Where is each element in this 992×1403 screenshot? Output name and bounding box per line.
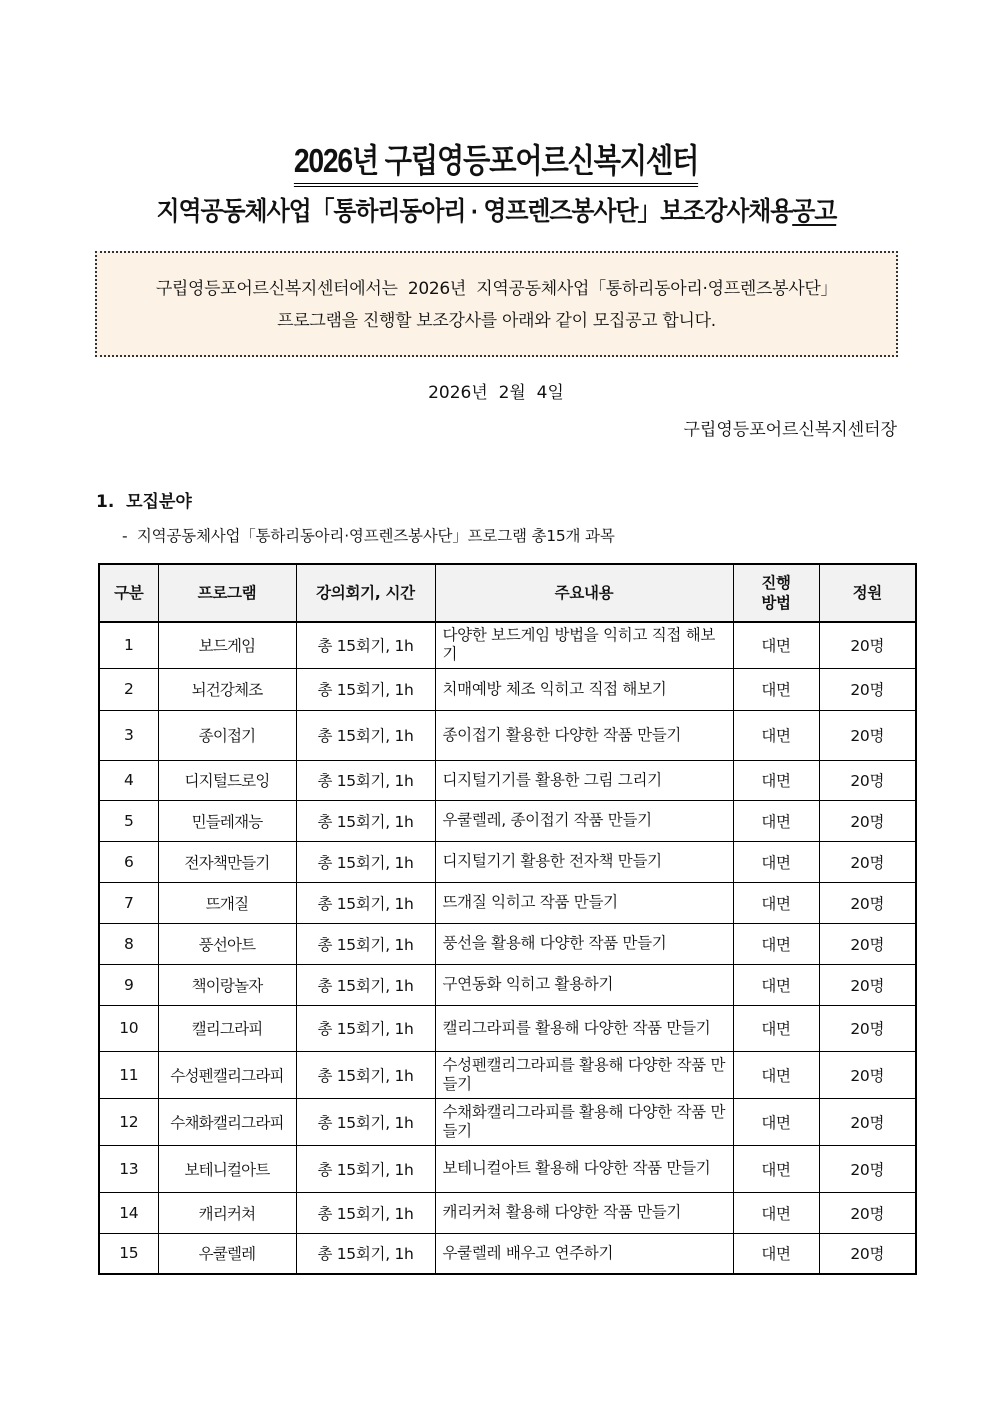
- table-row: [99, 710, 916, 760]
- cell-capacity: 20명: [819, 668, 916, 710]
- cell-program: 보테니컬아트: [158, 1145, 296, 1192]
- cell-method: 대면: [733, 882, 819, 923]
- cell-no: 6: [99, 841, 158, 882]
- cell-session: 총 15회기, 1h: [296, 882, 435, 923]
- cell-method: 대면: [733, 1005, 819, 1051]
- cell-session: 총 15회기, 1h: [296, 964, 435, 1005]
- cell-no: 2: [99, 668, 158, 710]
- cell-program: 책이랑놀자: [158, 964, 296, 1005]
- cell-content: 우쿨렐레, 종이접기 작품 만들기: [435, 800, 733, 841]
- table-row: [99, 1192, 916, 1233]
- cell-method: 대면: [733, 1051, 819, 1098]
- cell-method: 대면: [733, 1145, 819, 1192]
- cell-method: 대면: [733, 923, 819, 964]
- cell-capacity: 20명: [819, 1051, 916, 1098]
- cell-content: 캐리커쳐 활용해 다양한 작품 만들기: [435, 1192, 733, 1233]
- table-row: [99, 964, 916, 1005]
- notice-line-2: 프로그램을 진행할 보조강사를 아래와 같이 모집공고 합니다.: [277, 311, 716, 331]
- cell-no: 15: [99, 1233, 158, 1274]
- table-row: [99, 668, 916, 710]
- cell-session: 총 15회기, 1h: [296, 710, 435, 760]
- cell-method: 대면: [733, 1233, 819, 1274]
- cell-content: 구연동화 익히고 활용하기: [435, 964, 733, 1005]
- cell-content: 우쿨렐레 배우고 연주하기: [435, 1233, 733, 1274]
- cell-program: 민들레재능: [158, 800, 296, 841]
- cell-no: 4: [99, 760, 158, 800]
- cell-capacity: 20명: [819, 964, 916, 1005]
- header-content: 주요내용: [435, 564, 733, 622]
- cell-capacity: 20명: [819, 1098, 916, 1145]
- cell-content: 캘리그라피를 활용해 다양한 작품 만들기: [435, 1005, 733, 1051]
- cell-capacity: 20명: [819, 800, 916, 841]
- cell-session: 총 15회기, 1h: [296, 841, 435, 882]
- cell-content: 뜨개질 익히고 작품 만들기: [435, 882, 733, 923]
- cell-session: 총 15회기, 1h: [296, 668, 435, 710]
- cell-capacity: 20명: [819, 1005, 916, 1051]
- table-header-row: [99, 564, 916, 622]
- cell-program: 뜨개질: [158, 882, 296, 923]
- cell-content: 풍선을 활용해 다양한 작품 만들기: [435, 923, 733, 964]
- header-method-line1: 진행: [761, 574, 791, 592]
- document-title: [0, 140, 992, 187]
- cell-session: 총 15회기, 1h: [296, 923, 435, 964]
- program-table: [98, 563, 917, 1275]
- cell-capacity: 20명: [819, 1192, 916, 1233]
- cell-program: 수성펜캘리그라피: [158, 1051, 296, 1098]
- document-subtitle-tail: 공고: [791, 196, 836, 226]
- table-row: [99, 760, 916, 800]
- table-row: [99, 1145, 916, 1192]
- cell-method: 대면: [733, 800, 819, 841]
- cell-content: 종이접기 활용한 다양한 작품 만들기: [435, 710, 733, 760]
- header-no: 구분: [99, 564, 158, 622]
- cell-content: 디지털기기를 활용한 그림 그리기: [435, 760, 733, 800]
- cell-session: 총 15회기, 1h: [296, 1051, 435, 1098]
- cell-capacity: 20명: [819, 1145, 916, 1192]
- cell-program: 디지털드로잉: [158, 760, 296, 800]
- cell-content: 디지털기기 활용한 전자책 만들기: [435, 841, 733, 882]
- table-row: [99, 923, 916, 964]
- table-row: [99, 1051, 916, 1098]
- cell-program: 우쿨렐레: [158, 1233, 296, 1274]
- cell-no: 13: [99, 1145, 158, 1192]
- table-row: [99, 1233, 916, 1274]
- cell-no: 9: [99, 964, 158, 1005]
- cell-method: 대면: [733, 1192, 819, 1233]
- cell-method: 대면: [733, 668, 819, 710]
- cell-session: 총 15회기, 1h: [296, 622, 435, 668]
- cell-capacity: 20명: [819, 622, 916, 668]
- cell-no: 12: [99, 1098, 158, 1145]
- cell-program: 전자책만들기: [158, 841, 296, 882]
- cell-method: 대면: [733, 710, 819, 760]
- cell-capacity: 20명: [819, 923, 916, 964]
- header-method-line2: 방법: [761, 594, 791, 612]
- table-row: [99, 1005, 916, 1051]
- cell-no: 5: [99, 800, 158, 841]
- notice-line-1: 구립영등포어르신복지센터에서는 2026년 지역공동체사업「통하리동아리·영프렌즈봉사단」: [155, 279, 838, 299]
- cell-program: 수채화캘리그라피: [158, 1098, 296, 1145]
- cell-session: 총 15회기, 1h: [296, 1098, 435, 1145]
- cell-content: 다양한 보드게임 방법을 익히고 직접 해보기: [435, 622, 733, 668]
- cell-no: 7: [99, 882, 158, 923]
- cell-capacity: 20명: [819, 841, 916, 882]
- cell-no: 3: [99, 710, 158, 760]
- cell-no: 10: [99, 1005, 158, 1051]
- cell-session: 총 15회기, 1h: [296, 1233, 435, 1274]
- cell-no: 8: [99, 923, 158, 964]
- cell-session: 총 15회기, 1h: [296, 1192, 435, 1233]
- table-row: [99, 841, 916, 882]
- cell-content: 보테니컬아트 활용해 다양한 작품 만들기: [435, 1145, 733, 1192]
- cell-session: 총 15회기, 1h: [296, 1005, 435, 1051]
- document-title-text: 2026년 구립영등포어르신복지센터: [294, 140, 698, 187]
- header-capacity: 정원: [819, 564, 916, 622]
- cell-no: 11: [99, 1051, 158, 1098]
- table-row: [99, 1098, 916, 1145]
- cell-method: 대면: [733, 841, 819, 882]
- cell-program: 캐리커쳐: [158, 1192, 296, 1233]
- header-session: 강의회기, 시간: [296, 564, 435, 622]
- cell-no: 1: [99, 622, 158, 668]
- table-row: [99, 622, 916, 668]
- signer: 구립영등포어르신복지센터장: [683, 420, 897, 440]
- document-subtitle: [0, 193, 992, 229]
- cell-program: 풍선아트: [158, 923, 296, 964]
- cell-program: 캘리그라피: [158, 1005, 296, 1051]
- cell-no: 14: [99, 1192, 158, 1233]
- section-heading: 1. 모집분야: [96, 492, 192, 512]
- cell-method: 대면: [733, 760, 819, 800]
- cell-session: 총 15회기, 1h: [296, 760, 435, 800]
- document-subtitle-main: 지역공동체사업「통하리동아리 · 영프렌즈봉사단」보조강사채용: [156, 196, 792, 226]
- cell-content: 수성펜캘리그라피를 활용해 다양한 작품 만들기: [435, 1051, 733, 1098]
- cell-program: 종이접기: [158, 710, 296, 760]
- announcement-date: 2026년 2월 4일: [428, 383, 564, 403]
- notice-box: [95, 251, 898, 357]
- header-program: 프로그램: [158, 564, 296, 622]
- cell-content: 치매예방 체조 익히고 직접 해보기: [435, 668, 733, 710]
- cell-method: 대면: [733, 622, 819, 668]
- table-row: [99, 800, 916, 841]
- header-method: [733, 564, 819, 622]
- cell-session: 총 15회기, 1h: [296, 800, 435, 841]
- cell-capacity: 20명: [819, 710, 916, 760]
- cell-capacity: 20명: [819, 1233, 916, 1274]
- cell-capacity: 20명: [819, 882, 916, 923]
- cell-session: 총 15회기, 1h: [296, 1145, 435, 1192]
- cell-method: 대면: [733, 964, 819, 1005]
- cell-program: 보드게임: [158, 622, 296, 668]
- cell-content: 수채화캘리그라피를 활용해 다양한 작품 만들기: [435, 1098, 733, 1145]
- cell-capacity: 20명: [819, 760, 916, 800]
- cell-program: 뇌건강체조: [158, 668, 296, 710]
- cell-method: 대면: [733, 1098, 819, 1145]
- table-row: [99, 882, 916, 923]
- section-description: - 지역공동체사업「통하리동아리·영프렌즈봉사단」프로그램 총15개 과목: [122, 527, 615, 545]
